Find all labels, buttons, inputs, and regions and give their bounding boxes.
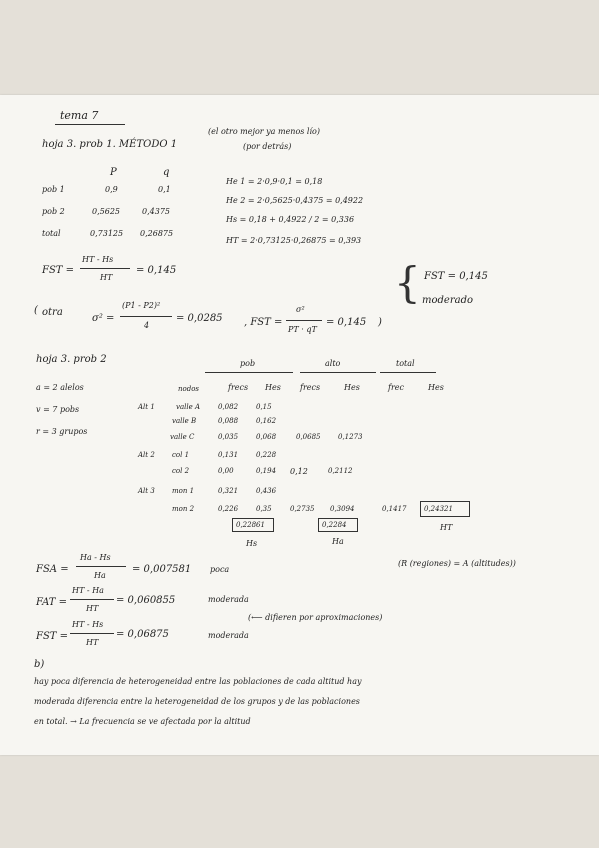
header-hes-3: Hes xyxy=(428,383,444,392)
row-q: 0,1 xyxy=(158,185,171,194)
fraction-bar xyxy=(286,320,322,321)
fst-note-2: moderada xyxy=(208,631,249,640)
header-hes: Hes xyxy=(265,383,281,392)
fst2-label: , FST = xyxy=(244,317,283,328)
row-frec: 0,088 xyxy=(218,417,239,425)
table-row: valle A xyxy=(176,403,201,411)
ht-value: 0,24321 xyxy=(424,505,453,513)
fraction-bar xyxy=(120,316,172,317)
fat-denominator: HT xyxy=(86,604,99,613)
row-frec: 0,082 xyxy=(218,403,239,411)
pobs: v = 7 pobs xyxy=(36,405,80,414)
fraction-bar xyxy=(80,268,130,269)
table-row: mon 2 xyxy=(172,505,195,513)
group-label: Alt 1 xyxy=(138,403,155,411)
fst-numerator: HT - Hs xyxy=(82,255,114,264)
fsa-result: = 0,007581 xyxy=(132,564,192,575)
row-frec-2: 0,12 xyxy=(290,467,308,476)
row-frec: 0,226 xyxy=(218,505,239,513)
ha-label: Ha xyxy=(332,537,344,546)
grupos: r = 3 grupos xyxy=(36,427,88,436)
table-row: valle C xyxy=(170,433,195,441)
fst-denominator-2: HT xyxy=(86,638,99,647)
row-p: 0,9 xyxy=(105,185,118,194)
row-p: 0,73125 xyxy=(90,229,124,238)
fst-result: = 0,145 xyxy=(136,265,177,276)
fsa-denominator: Ha xyxy=(94,571,106,580)
row-hes-2: 0,3094 xyxy=(330,505,355,513)
row-label: pob 2 xyxy=(42,207,65,216)
otra-close: ) xyxy=(378,317,382,328)
hs-formula: Hs = 0,18 + 0,4922 / 2 = 0,336 xyxy=(226,215,355,224)
row-frec: 0,321 xyxy=(218,487,239,495)
problem-2-heading: hoja 3. prob 2 xyxy=(36,354,107,365)
fst2-numerator: σ² xyxy=(296,305,305,314)
table-row: mon 1 xyxy=(172,487,195,495)
row-hes: 0,068 xyxy=(256,433,277,441)
bracket: { xyxy=(394,258,421,307)
hs-label: Hs xyxy=(246,539,258,548)
conclusion-line: en total. → La frecuencia se ve afectada por la altitud xyxy=(34,717,251,726)
otra-text: otra xyxy=(42,307,63,318)
row-label: pob 1 xyxy=(42,185,65,194)
row-hes: 0,228 xyxy=(256,451,277,459)
fat-note: moderada xyxy=(208,595,249,604)
sigma-numerator: (P1 - P2)² xyxy=(122,301,161,310)
row-q: 0,26875 xyxy=(140,229,174,238)
row-hes: 0,35 xyxy=(256,505,272,513)
row-hes: 0,15 xyxy=(256,403,272,411)
group-label: Alt 2 xyxy=(138,451,155,459)
fat-result: = 0,060855 xyxy=(116,595,176,606)
conclusion-line: moderada diferencia entre la heterogeneidad de los grupos y de las poblaciones xyxy=(34,697,360,706)
header-total: total xyxy=(396,359,415,368)
header-frecs-2: frecs xyxy=(300,383,321,392)
row-frec: 0,035 xyxy=(218,433,239,441)
row-q: 0,4375 xyxy=(142,207,170,216)
header-frec-3: frec xyxy=(388,383,404,392)
column-q: q xyxy=(163,167,170,178)
fst2-result: = 0,145 xyxy=(326,317,367,328)
header-alto: alto xyxy=(325,359,341,368)
method-note-2: (por detrás) xyxy=(243,142,292,151)
fst-label: FST = xyxy=(42,265,75,276)
header-hes-2: Hes xyxy=(344,383,360,392)
hs-value: 0,22861 xyxy=(236,521,265,529)
fsa-note: poca xyxy=(210,565,230,574)
fat-numerator: HT - Ha xyxy=(72,586,104,595)
row-frec-2: 0,2735 xyxy=(290,505,315,513)
conclusion-line: hay poca diferencia de heterogeneidad entre las poblaciones de cada altitud hay xyxy=(34,677,362,686)
section-b-label: b) xyxy=(34,659,45,670)
fst-label-2: FST = xyxy=(36,631,69,642)
fst-denominator: HT xyxy=(100,273,113,282)
group-label: Alt 3 xyxy=(138,487,155,495)
header-underline xyxy=(380,372,436,373)
row-hes: 0,194 xyxy=(256,467,277,475)
fst2-denominator: PT · qT xyxy=(288,325,317,334)
header-nodos: nodos xyxy=(178,385,200,393)
header-underline xyxy=(300,372,376,373)
problem-heading: hoja 3. prob 1. MÉTODO 1 xyxy=(42,139,178,150)
fsa-label: FSA = xyxy=(36,564,69,575)
ht-formula: HT = 2·0,73125·0,26875 = 0,393 xyxy=(226,236,362,245)
row-hes: 0,436 xyxy=(256,487,277,495)
fraction-bar xyxy=(76,566,126,567)
fat-label: FAT = xyxy=(36,597,67,608)
he1-formula: He 1 = 2·0,9·0,1 = 0,18 xyxy=(226,177,323,186)
row-hes-2: 0,2112 xyxy=(328,467,353,475)
table-row: col 2 xyxy=(172,467,190,475)
header-frecs: frecs xyxy=(228,383,249,392)
title-underline xyxy=(55,124,125,125)
row-frec: 0,131 xyxy=(218,451,239,459)
alelos: a = 2 alelos xyxy=(36,383,84,392)
notebook-page xyxy=(0,95,599,755)
sigma-denominator: 4 xyxy=(144,321,150,330)
header-underline xyxy=(205,372,293,373)
row-hes-2: 0,1273 xyxy=(338,433,363,441)
ht-label: HT xyxy=(440,523,453,532)
fst-numerator-2: HT - Hs xyxy=(72,620,104,629)
ha-value: 0,2284 xyxy=(322,521,347,529)
header-pob: pob xyxy=(240,359,256,368)
column-p: P xyxy=(110,167,117,178)
row-label: total xyxy=(42,229,61,238)
row-frec-2: 0,0685 xyxy=(296,433,321,441)
regiones-note: (R (regiones) = A (altitudes)) xyxy=(398,559,516,568)
sigma-label: σ² = xyxy=(92,313,115,324)
he2-formula: He 2 = 2·0,5625·0,4375 = 0,4922 xyxy=(226,196,364,205)
sigma-result: = 0,0285 xyxy=(176,313,223,324)
row-hes: 0,162 xyxy=(256,417,277,425)
difieren-note: (⟵ difieren por aproximaciones) xyxy=(248,613,383,622)
fraction-bar xyxy=(70,599,114,600)
fraction-bar xyxy=(70,633,114,634)
fst-result-2: = 0,06875 xyxy=(116,629,169,640)
aside-moderado: moderado xyxy=(422,295,473,306)
total-frec: 0,1417 xyxy=(382,505,407,513)
row-p: 0,5625 xyxy=(92,207,120,216)
table-row: col 1 xyxy=(172,451,190,459)
aside-fst: FST = 0,145 xyxy=(424,271,488,282)
table-row: valle B xyxy=(172,417,197,425)
row-frec: 0,00 xyxy=(218,467,234,475)
page-title: tema 7 xyxy=(60,109,99,122)
otra-label: ( xyxy=(34,305,38,316)
method-note: (el otro mejor ya menos lío) xyxy=(208,127,320,136)
fsa-numerator: Ha - Hs xyxy=(80,553,111,562)
